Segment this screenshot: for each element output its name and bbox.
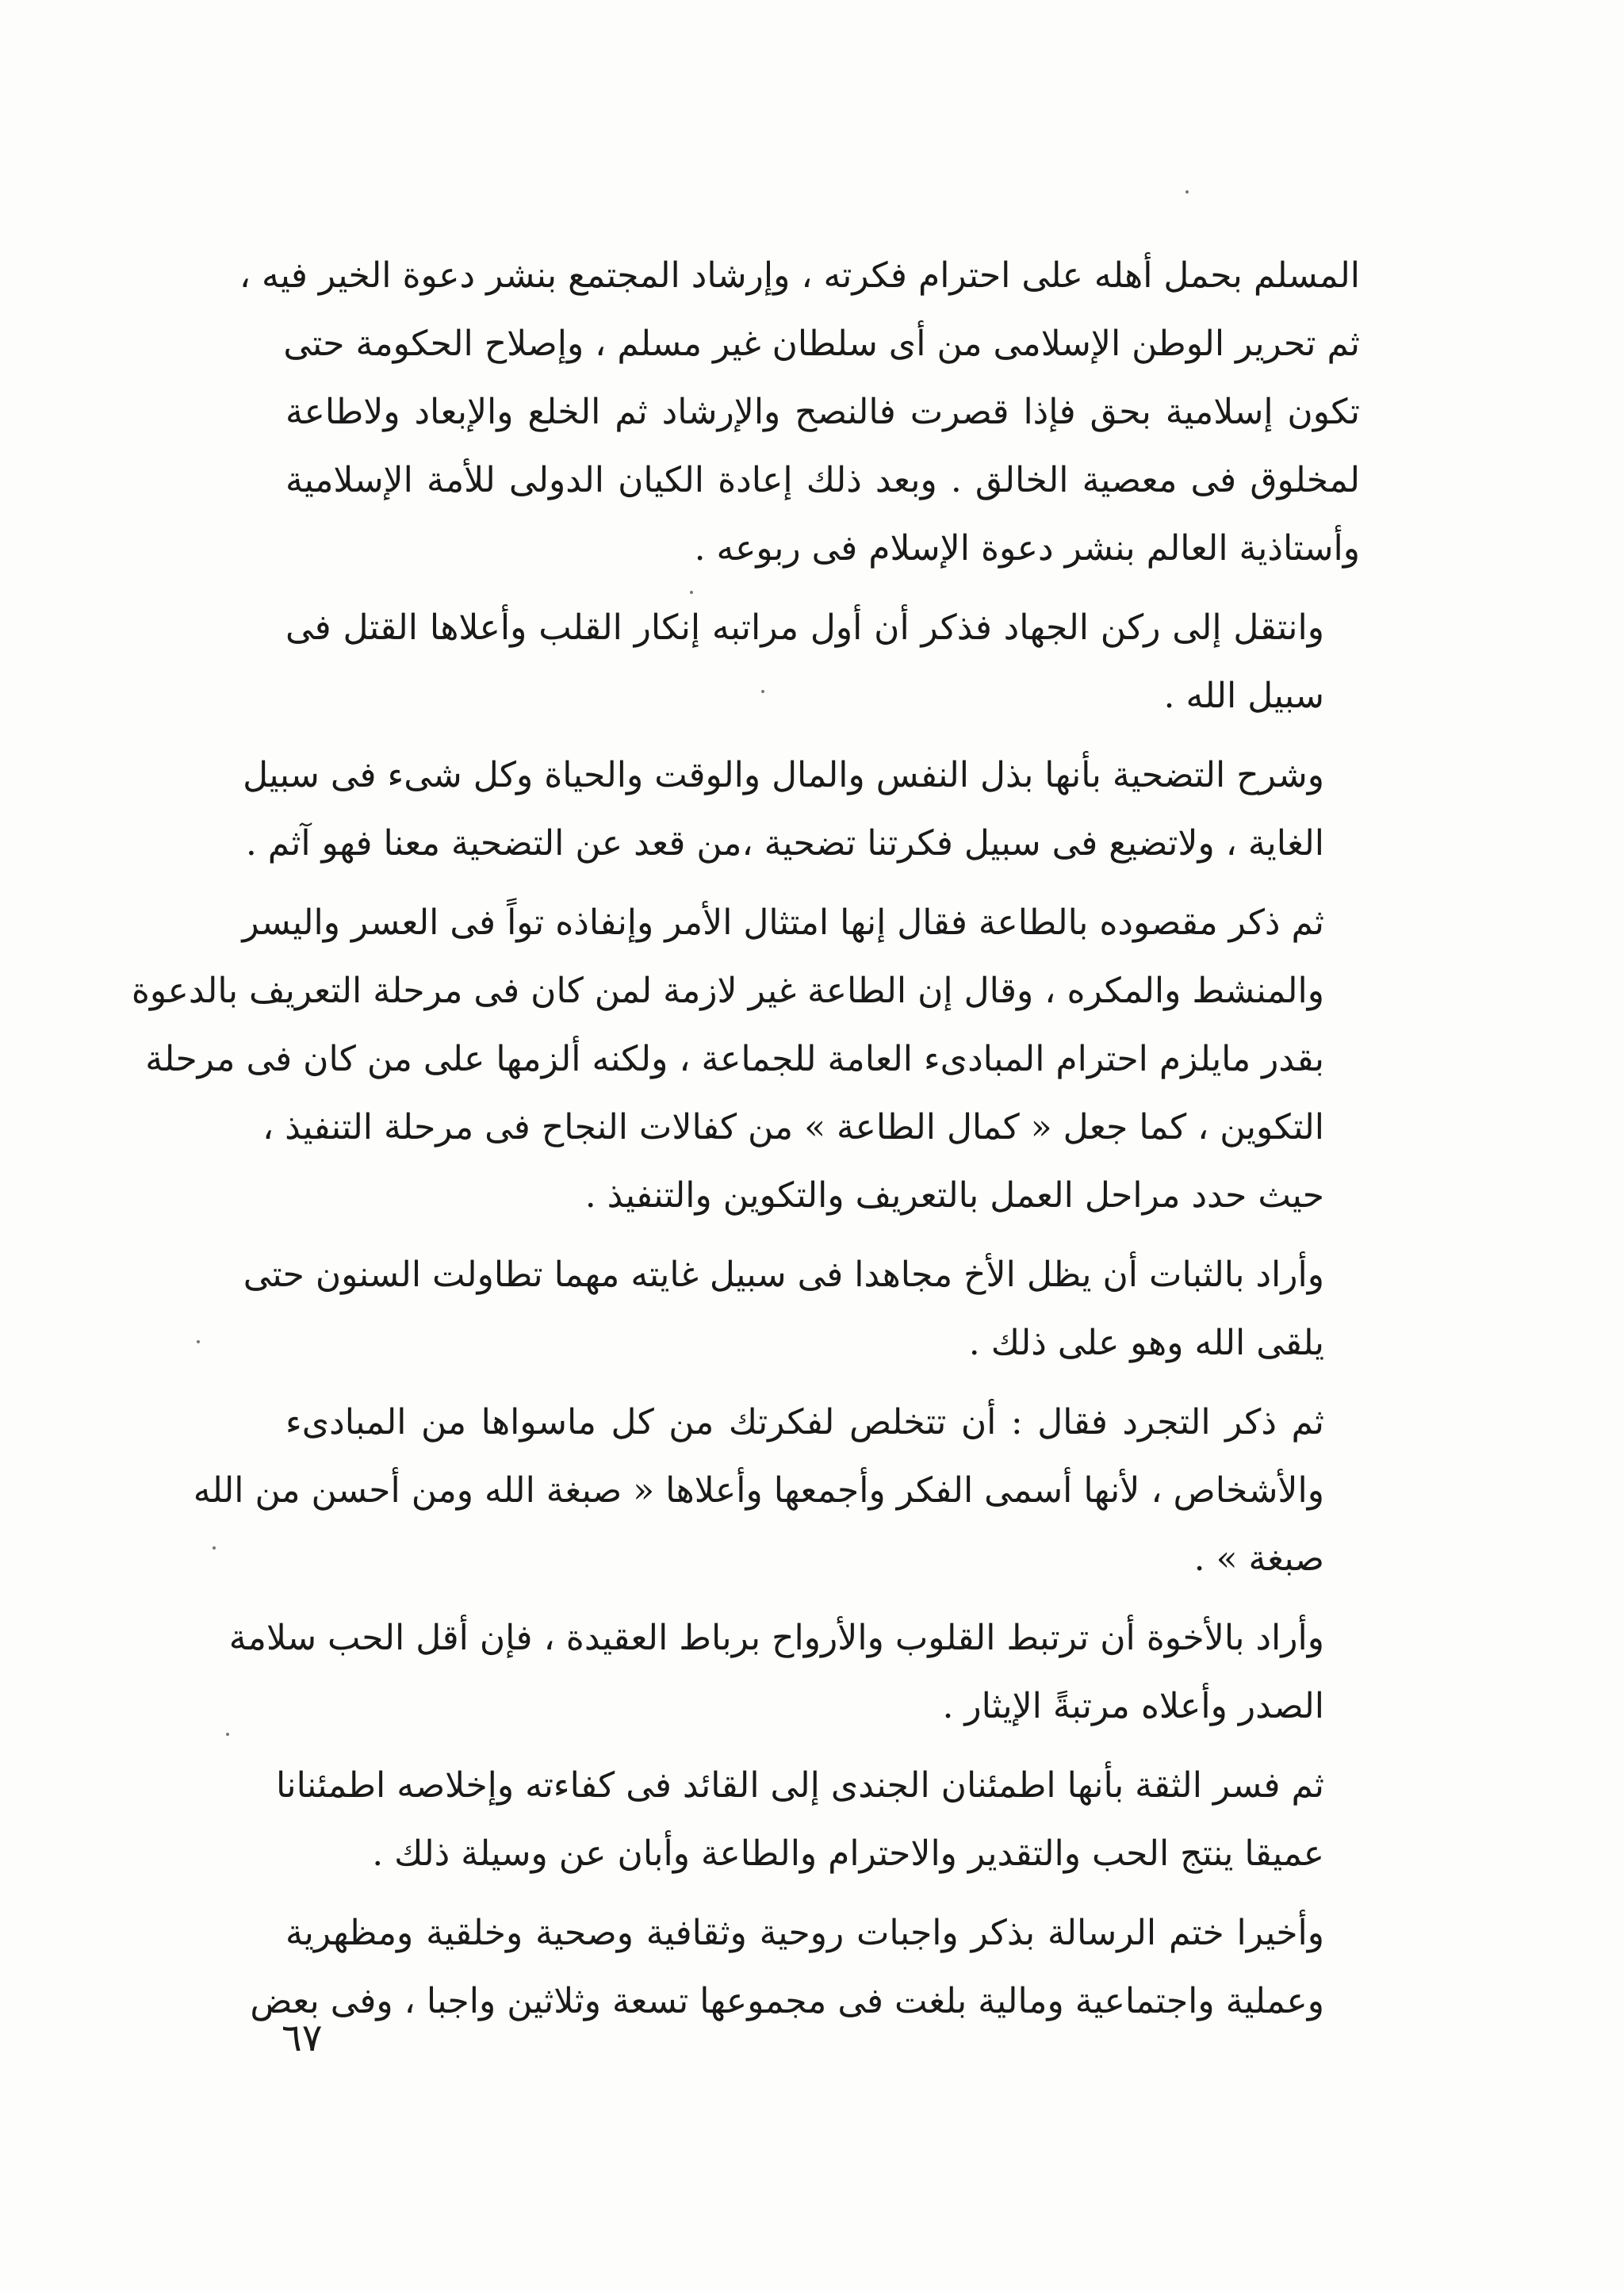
scan-speck <box>761 690 764 693</box>
text-line: المسلم بحمل أهله على احترام فكرته ، وإرشاد المجتمع بنشر دعوة الخير فيه ، <box>239 255 1360 296</box>
scan-speck <box>1185 190 1189 193</box>
text-line: تكون إسلامية بحق فإذا قصرت فالنصح والإرشاد ثم الخلع والإبعاد ولاطاعة <box>285 392 1360 432</box>
text-line: يلقى الله وهو على ذلك . <box>968 1323 1324 1363</box>
text-line: وشرح التضحية بأنها بذل النفس والمال والوقت والحياة وكل شىء فى سبيل <box>243 755 1324 795</box>
paragraph <box>285 594 1360 730</box>
body-text <box>131 242 1361 2036</box>
text-line: بقدر مايلزم احترام المبادىء العامة للجماعة ، ولكنه ألزمها على من كان فى مرحلة <box>145 1039 1324 1079</box>
text-line: لمخلوق فى معصية الخالق . وبعد ذلك إعادة الكيان الدولى للأمة الإسلامية <box>285 460 1361 500</box>
paragraph <box>131 889 1360 1230</box>
text-line: والمنشط والمكره ، وقال إن الطاعة غير لازمة لمن كان فى مرحلة التعريف بالدعوة <box>131 971 1324 1011</box>
text-line: الصدر وأعلاه مرتبةً الإيثار . <box>942 1686 1324 1726</box>
scan-speck <box>690 591 693 594</box>
scan-speck <box>213 1546 216 1550</box>
text-line: وأراد بالأخوة أن ترتبط القلوب والأرواح برباط العقيدة ، فإن أقل الحب سلامة <box>228 1618 1324 1658</box>
text-line: التكوين ، كما جعل « كمال الطاعة » من كفالات النجاح فى مرحلة التنفيذ ، <box>262 1107 1324 1147</box>
text-line: وأراد بالثبات أن يظل الأخ مجاهدا فى سبيل غايته مهما تطاولت السنون حتى <box>243 1255 1324 1295</box>
text-line: ثم فسر الثقة بأنها اطمئنان الجندى إلى القائد فى كفاءته وإخلاصه اطمئنانا <box>275 1765 1324 1806</box>
text-line: وأخيرا ختم الرسالة بذكر واجبات روحية وثقافية وصحية وخلقية ومظهرية <box>285 1913 1324 1953</box>
text-line: والأشخاص ، لأنها أسمى الفكر وأجمعها وأعلاها « صبغة الله ومن أحسن من الله <box>193 1470 1324 1511</box>
scan-speck <box>197 1340 200 1343</box>
paragraph <box>275 1752 1360 1888</box>
text-line: وعملية واجتماعية ومالية بلغت فى مجموعها تسعة وثلاثين واجبا ، وفى بعض <box>250 1981 1324 2021</box>
text-line: سبيل الله . <box>1163 676 1324 716</box>
text-line: عميقا ينتج الحب والتقدير والاحترام والطاعة وأبان عن وسيلة ذلك . <box>372 1833 1324 1874</box>
paragraph <box>239 242 1361 583</box>
paragraph <box>243 1241 1360 1377</box>
text-line: حيث حدد مراحل العمل بالتعريف والتكوين والتنفيذ . <box>584 1175 1324 1216</box>
text-line: وانتقل إلى ركن الجهاد فذكر أن أول مراتبه إنكار القلب وأعلاها القتل فى <box>285 607 1324 648</box>
text-line: ثم تحرير الوطن الإسلامى من أى سلطان غير مسلم ، وإصلاح الحكومة حتى <box>283 324 1360 364</box>
paragraph <box>228 1604 1360 1741</box>
scan-speck <box>226 1733 229 1736</box>
text-line: الغاية ، ولاتضيع فى سبيل فكرتنا تضحية ،من قعد عن التضحية معنا فهو آثم . <box>245 823 1324 864</box>
text-line: ثم ذكر التجرد فقال : أن تتخلص لفكرتك من كل ماسواها من المبادىء <box>285 1402 1324 1442</box>
text-line: صبغة » . <box>1193 1538 1324 1579</box>
paragraph <box>193 1389 1360 1593</box>
paragraph <box>250 1899 1360 2036</box>
text-line: ثم ذكر مقصوده بالطاعة فقال إنها امتثال الأمر وإنفاذه تواً فى العسر واليسر <box>242 902 1324 943</box>
text-line: وأستاذية العالم بنشر دعوة الإسلام فى ربوعه . <box>694 528 1360 569</box>
page-number: ٦٧ <box>282 2016 323 2060</box>
paragraph <box>243 741 1360 878</box>
